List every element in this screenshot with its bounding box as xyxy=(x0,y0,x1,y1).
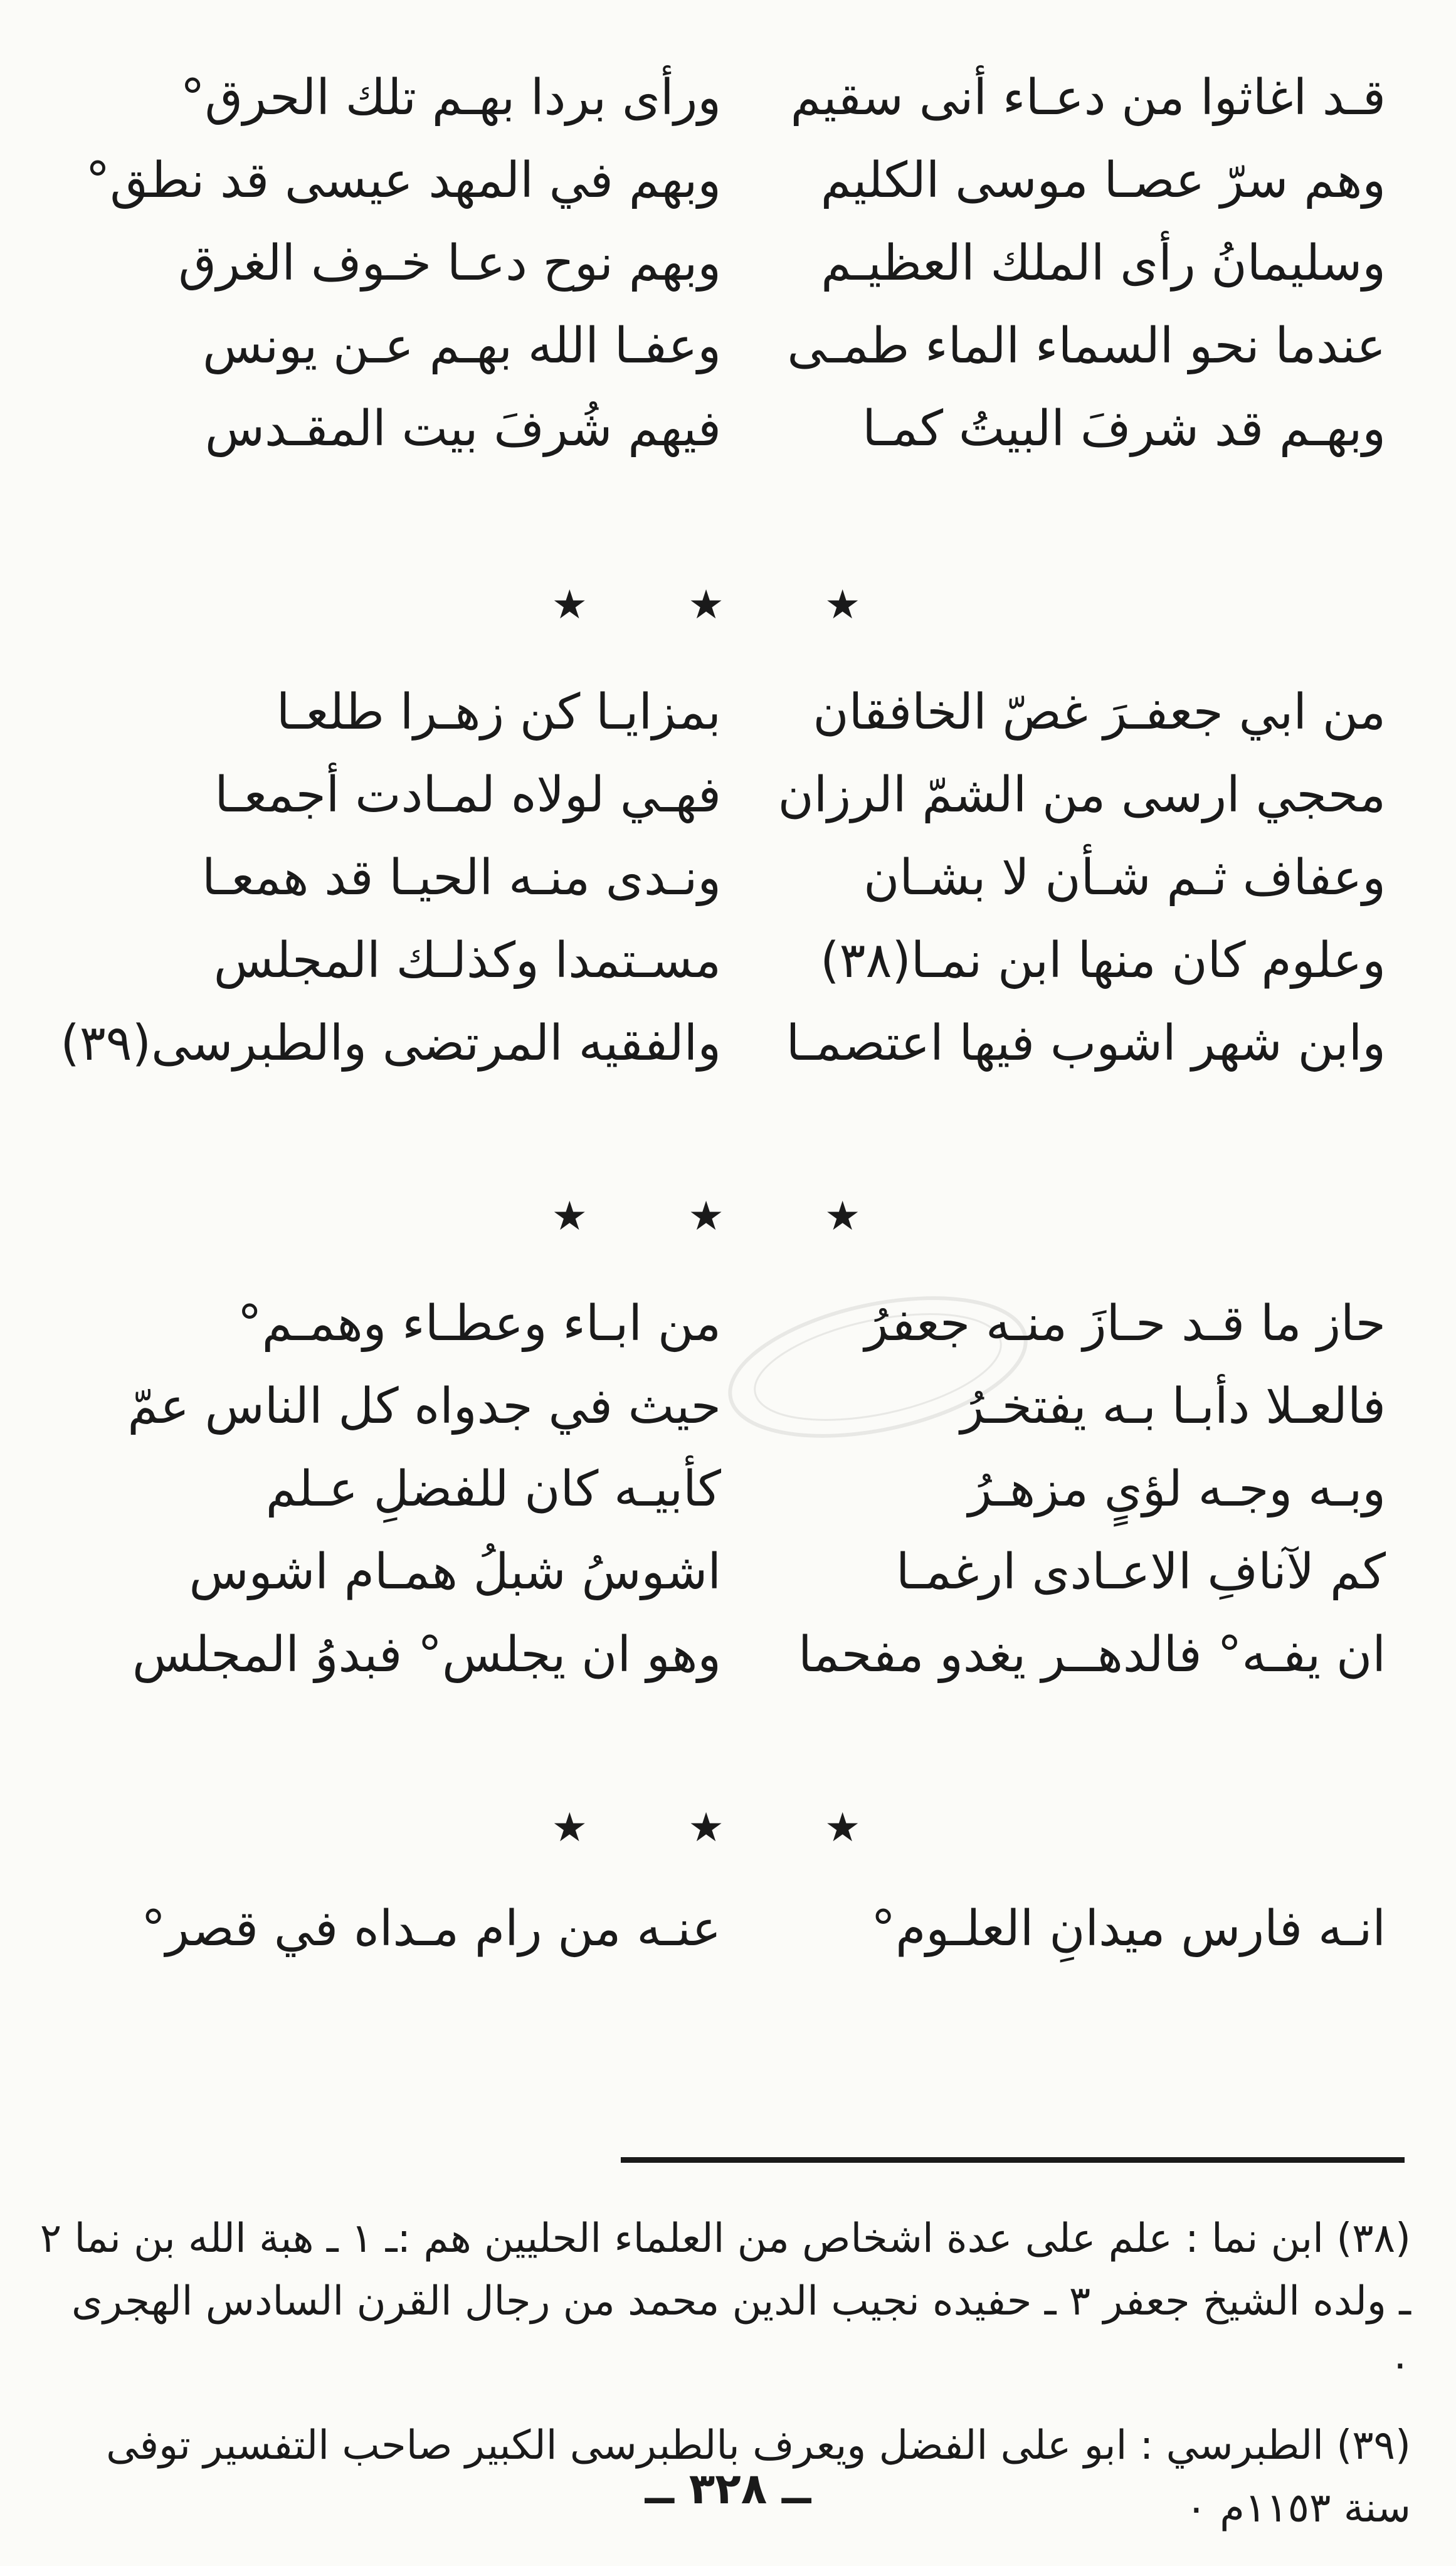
verse-line xyxy=(94,1365,1386,1448)
verse-second-hemistich: وعفـا الله بهـم عـن يونس xyxy=(203,318,721,374)
page-number: ــ ٣٢٨ ــ xyxy=(645,2464,811,2514)
footnote-divider xyxy=(621,2157,1405,2163)
verse-first-hemistich: وعلوم كان منها ابن نمـا(٣٨) xyxy=(820,932,1386,989)
verse-first-hemistich: وبهـم قد شرفَ البيتُ كمـا xyxy=(862,401,1386,457)
verse-second-hemistich: من ابـاء وعطـاء وهمـم° xyxy=(237,1296,721,1352)
verse-second-hemistich: مسـتمدا وكذلـك المجلس xyxy=(213,932,721,989)
verse-second-hemistich: والفقيه المرتضى والطبرسى(٣٩) xyxy=(60,1015,721,1072)
verse-first-hemistich: وبـه وجـه لؤىٍ مزهـرُ xyxy=(968,1461,1386,1518)
verse-line xyxy=(85,139,1386,222)
verse-second-hemistich: فهـي لولاه لمـادت أجمعـا xyxy=(214,767,721,823)
verse-first-hemistich: وسليمانُ رأى الملك العظيـم xyxy=(821,235,1386,292)
verse-line xyxy=(94,671,1386,754)
verse-line xyxy=(94,305,1386,388)
verse-first-hemistich: فالعـلا دأبـا بـه يفتخـرُ xyxy=(960,1378,1386,1435)
verse-first-hemistich: انـه فارس ميدانِ العلـوم° xyxy=(871,1901,1386,1957)
verse-first-hemistich: محجي ارسى من الشمّ الرزان xyxy=(778,767,1386,823)
verse-second-hemistich: عنـه من رام مـداه في قصر° xyxy=(141,1901,721,1957)
stanza-separator: ★ ★ ★ xyxy=(551,1805,905,1851)
verse-first-hemistich: قـد اغاثوا من دعـاء أنى سقيم xyxy=(790,70,1386,126)
verse-first-hemistich: عندما نحو السماء الماء طمـى xyxy=(787,318,1386,374)
verse-line xyxy=(94,1613,1386,1696)
verse-first-hemistich: ان يفـه° فالدهــر يغدو مفحما xyxy=(798,1627,1386,1683)
verse-second-hemistich: وهو ان يجلس° فبدوُ المجلس xyxy=(132,1627,721,1683)
verse-first-hemistich: وعفاف ثـم شـأن لا بشـان xyxy=(863,850,1386,906)
verse-line xyxy=(94,222,1386,305)
verse-line xyxy=(94,837,1386,919)
verse-second-hemistich: كأبيـه كان للفضلِ عـلم xyxy=(265,1461,721,1518)
verse-line xyxy=(94,919,1386,1002)
stanza-4 xyxy=(94,1888,1386,1970)
stanza-3 xyxy=(94,1282,1386,1696)
verse-first-hemistich: وابن شهر اشوب فيها اعتصمـا xyxy=(786,1015,1386,1072)
verse-line xyxy=(94,56,1386,139)
verse-line xyxy=(94,1531,1386,1613)
verse-second-hemistich: اشوسُ شبلُ همـام اشوس xyxy=(189,1544,721,1600)
footnote-39: (٣٩) الطبرسي : ابو على الفضل ويعرف بالطبرسى الكبير صاحب التفسير توفى سنة ١١٥٣م ٠ xyxy=(106,2422,1411,2532)
verse-first-hemistich: وهم سرّ عصـا موسى الكليم xyxy=(820,152,1386,209)
verse-first-hemistich: من ابي جعفـرَ غصّ الخافقان xyxy=(813,684,1386,741)
verse-second-hemistich: فيهم شُرفَ بيت المقـدس xyxy=(204,401,721,457)
verse-line xyxy=(60,1002,1386,1085)
verse-second-hemistich: ونـدى منـه الحيـا قد همعـا xyxy=(201,850,721,906)
verse-line xyxy=(94,388,1386,470)
stanza-2 xyxy=(60,671,1386,1085)
verse-line xyxy=(94,1448,1386,1531)
stanza-1 xyxy=(85,56,1386,470)
verse-first-hemistich: كم لآنافِ الاعـادى ارغمـا xyxy=(895,1544,1386,1600)
stanza-separator: ★ ★ ★ xyxy=(551,1193,905,1240)
verse-second-hemistich: ورأى بردا بهـم تلك الحرق° xyxy=(180,70,721,126)
verse-second-hemistich: وبهم نوح دعـا خـوف الغرق xyxy=(178,235,721,292)
verse-second-hemistich: حيث في جدواه كل الناس عمّ xyxy=(127,1378,721,1435)
verse-second-hemistich: وبهم في المهد عيسى قد نطق° xyxy=(85,152,721,209)
verse-line xyxy=(94,1282,1386,1365)
verse-line xyxy=(94,1888,1386,1970)
verse-second-hemistich: بمزايـا كن زهـرا طلعـا xyxy=(276,684,721,741)
stanza-separator: ★ ★ ★ xyxy=(551,582,905,628)
verse-first-hemistich: حاز ما قـد حـازَ منـه جعفرُ xyxy=(864,1296,1386,1352)
footnote-38: (٣٨) ابن نما : علم على عدة اشخاص من العلماء الحليين هم :ـ ١ ـ هبة الله بن نما ٢ ـ ولده الشيخ جعفر ٣ ـ حفيده نجيب الدين محمد من رجال القرن السادس الهجرى ٠ xyxy=(40,2215,1411,2387)
verse-line xyxy=(94,754,1386,837)
